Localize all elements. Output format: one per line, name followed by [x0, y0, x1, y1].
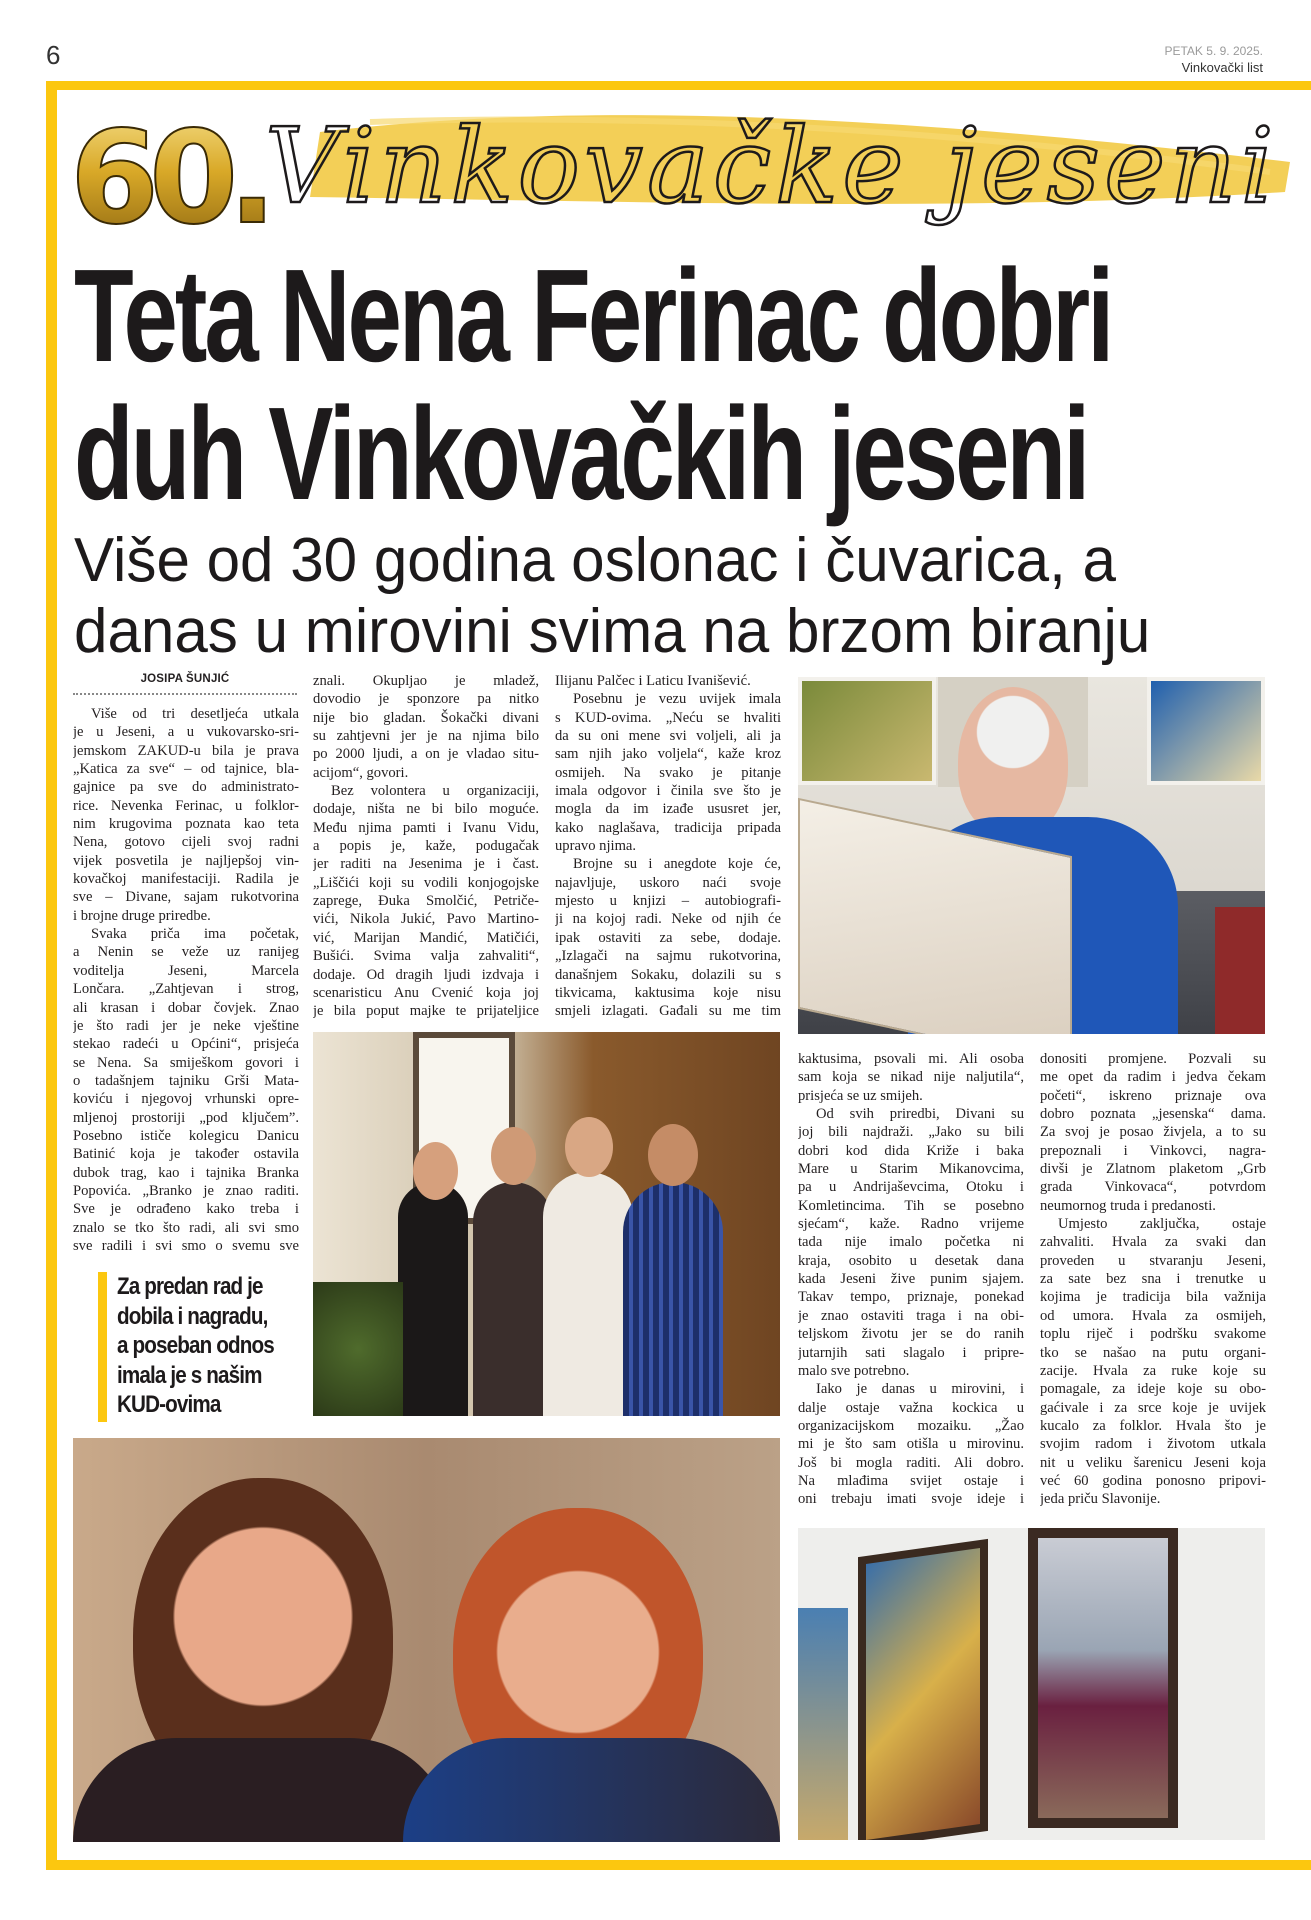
text-line: mjesto u knjizi – autobiografi-: [555, 893, 781, 910]
text-line: kraja, osobito u desetak dana: [798, 1252, 1024, 1269]
text-line: nim krugovima poznata kao teta: [73, 816, 299, 833]
text-line: neumornog truda i predanosti.: [1040, 1197, 1216, 1214]
text-line: Posebnu je vezu uvijek imala: [573, 691, 781, 708]
text-line: tko se našao na putu organi-: [1040, 1344, 1266, 1361]
text-line: Iako je danas u mirovini, i: [816, 1381, 1024, 1398]
text-line: zacije. Hvala za ruke koje su: [1040, 1362, 1266, 1379]
frame-bottom-bar: [46, 1860, 1311, 1870]
text-line: a Nenin se veže uz ranijeg: [73, 944, 299, 961]
text-line: Od svih priredbi, Divani su: [816, 1106, 1024, 1123]
text-line: donositi promjene. Pozvali su: [1040, 1051, 1266, 1067]
text-line: oni trebaju imati svoje ideje i: [798, 1491, 1024, 1508]
text-line: rice. Nevenka Ferinac, u folklor-: [73, 797, 299, 814]
text-line: kovačkoj manifestaciji. Radila je: [73, 871, 299, 888]
text-line: vići, Nikola Jukić, Pavo Martino-: [313, 911, 539, 928]
text-line: ali krasan i dobar čovjek. Znao: [73, 999, 299, 1016]
text-line: proveden u stvaranju Jeseni,: [1040, 1252, 1266, 1269]
text-line: „Izlagači na sajmu rukotvorina,: [555, 948, 781, 965]
text-line: Takav tempo, priznaje, ponekad: [798, 1289, 1024, 1306]
text-line: Svaka priča ima početak,: [91, 926, 299, 943]
paragraph: [73, 705, 299, 925]
text-line: divši je Zlatnom plaketom „Grb: [1040, 1161, 1266, 1178]
text-line: se Nena. Sa smiješkom govori i: [73, 1054, 299, 1071]
text-line: jeda priču Slavonije.: [1040, 1491, 1161, 1508]
subheadline-line-2: danas u mirovini svima na brzom biranju: [74, 597, 1151, 666]
publication-name: Vinkovački list: [1181, 60, 1263, 75]
frame-top-bar: [46, 81, 1311, 90]
text-line: kako naglašava, tradicija pripada: [555, 819, 781, 836]
byline-divider: [73, 693, 297, 695]
text-line: ipak ostaviti za sebe, dodaje.: [555, 929, 781, 946]
text-line: već 60 godina ponosno pripovi-: [1040, 1472, 1266, 1489]
text-line: mi je što sam otišla u mirovinu.: [798, 1436, 1024, 1453]
photo-vintage-group: [313, 1032, 780, 1416]
paragraph: [1040, 1215, 1266, 1509]
text-line: dobri kod dida Križe i baka: [798, 1142, 1024, 1159]
text-line: koviću i njegovoj vrhunski opre-: [73, 1091, 299, 1108]
text-line: voditelja Jeseni, Marcela: [73, 962, 299, 979]
text-line: od umora. Hvala za osmijeh,: [1040, 1307, 1266, 1324]
text-line: „Liščići koji su vodili konjogojske: [313, 874, 539, 891]
text-line: sjećam“, kaže. Radno vrijeme: [798, 1216, 1024, 1233]
text-line: dubok trag, kao i tajnika Branka: [73, 1164, 299, 1181]
text-line: dodaje, ništa ne bi bilo moguće.: [313, 801, 539, 818]
paragraph: [798, 1380, 1024, 1508]
text-line: je što radi jer je neke vještine: [73, 1017, 299, 1034]
text-line: za sate bez sna i trenutke u: [1040, 1271, 1266, 1288]
frame-left-bar: [46, 81, 57, 1870]
text-line: nit u veliku šarenicu Jeseni koja: [1040, 1454, 1266, 1471]
text-line: je znao ostaviti traga i na obi-: [798, 1307, 1024, 1324]
text-line: jer raditi na Jesenima je i čast.: [313, 856, 539, 873]
paragraph: [555, 855, 781, 1020]
text-line: Na mlađima svijet ostaje i: [798, 1472, 1024, 1489]
text-line: tada nije imalo početka ni: [798, 1234, 1024, 1251]
text-line: znali. Okupljao je mladež,: [313, 673, 539, 689]
text-line: po 2000 ljudi, a on je vladao situ-: [313, 746, 539, 763]
text-line: a popis je, kaže, podugačak: [313, 838, 539, 855]
text-line: zaprege, Đuka Smolčić, Petriče-: [313, 893, 539, 910]
text-line: kada Jeseni žive punim sjajem.: [798, 1271, 1024, 1288]
text-line: organizacijskom mozaiku. „Žao: [798, 1417, 1024, 1434]
text-line: Posebno ističe kolegicu Danicu: [73, 1127, 299, 1144]
text-line: Nena, gotovo cijeli svoj radni: [73, 834, 299, 851]
pull-quote-line: imala je s našim: [117, 1361, 262, 1389]
text-line: tikvicama, kaktusima koje nisu: [555, 984, 781, 1001]
text-line: imala odgovor i činila sve što je: [555, 783, 781, 800]
paragraph: [73, 925, 299, 1255]
text-line: gaćivale i za srce koje je uvijek: [1040, 1399, 1266, 1416]
text-column-2: [313, 672, 539, 1021]
byline: JOSIPA ŠUNJIĆ: [140, 673, 230, 685]
paragraph: [1040, 1050, 1266, 1215]
text-line: vijek posvetila je najljepšoj vin-: [73, 852, 299, 869]
text-line: s KUD-ovima. „Neću se hvaliti: [555, 709, 781, 726]
text-line: vić, Marijan Mandić, Matičići,: [313, 929, 539, 946]
logo-script-text: Vinkovačke jeseni: [265, 105, 1278, 227]
text-line: stekao radeći u Općini“, prisjeća: [73, 1036, 299, 1053]
text-line: današnjem Sokaku, dolazili su s: [555, 966, 781, 983]
text-line: ji na kojoj radi. Neke od njih će: [555, 911, 781, 928]
vinkovacke-jeseni-logo: [70, 92, 1300, 257]
issue-date: PETAK 5. 9. 2025.: [1164, 44, 1263, 58]
text-line: teljskom životu jer se do ranih: [798, 1326, 1024, 1343]
text-line: znalo se tko što radi, ali svi smo: [73, 1219, 299, 1236]
text-column-4: [798, 1050, 1024, 1509]
paragraph: [798, 1050, 1024, 1105]
text-line: dobro poznata „jesenska“ dama.: [1040, 1106, 1266, 1123]
text-line: toplu riječ i podršku svakome: [1040, 1326, 1266, 1343]
text-line: acijom“, govori.: [313, 764, 409, 781]
text-line: „Katica za sve“ – od tajnice, bla-: [73, 761, 299, 778]
text-line: najavljuje, uskoro naći svoje: [555, 874, 781, 891]
text-line: scenaristicu Anu Cvenić koja joj: [313, 984, 539, 1001]
text-line: Popovića. „Branko je znao raditi.: [73, 1182, 299, 1199]
text-line: dalje ostaje važna kockica u: [798, 1399, 1024, 1416]
paragraph: [313, 672, 539, 782]
text-line: dodaje. Od dragih ljudi izdvaja i: [313, 966, 539, 983]
pull-quote-line: KUD-ovima: [117, 1391, 221, 1418]
text-line: zahvaliti. Hvala za svaki dan: [1040, 1234, 1266, 1251]
text-line: malo sve potrebno.: [798, 1362, 910, 1379]
text-line: sve radili i svi smo o svemu sve: [73, 1237, 299, 1254]
photo-two-women: [73, 1438, 780, 1842]
text-line: Za svoj je posao živjela, a to su: [1040, 1124, 1266, 1141]
paragraph: [555, 672, 781, 690]
text-line: Bušići. Svima valja zahvaliti“,: [313, 948, 539, 965]
text-line: sam njih jako voljela“, kaže kroz: [555, 746, 781, 763]
text-line: sam koja se nikad nije naljutila“,: [798, 1069, 1024, 1086]
photo-paintings: [798, 1528, 1265, 1840]
text-line: Bez volontera u organizaciji,: [331, 783, 539, 800]
headline-line-1: Teta Nena Ferinac dobri: [74, 242, 1112, 389]
logo-number: 60.: [70, 104, 267, 253]
text-line: pa u Andrijaševcima, Otoku i: [798, 1179, 1024, 1196]
text-line: jutarnjih sati slagalo i pripre-: [798, 1344, 1024, 1361]
text-line: gajnice pa sve do administrato-: [73, 779, 299, 796]
photo-nena-with-plaque: [798, 677, 1265, 1034]
text-column-1: [73, 705, 299, 1255]
pull-quote-line: dobila i nagradu,: [117, 1302, 268, 1330]
text-line: mljenoj prostoriji „pod ključem”.: [73, 1109, 299, 1126]
text-line: je bila poput majke te prijateljice: [313, 1003, 539, 1020]
text-line: početi“, iskreno priznaje ova: [1040, 1087, 1266, 1104]
text-line: upravo njima.: [555, 838, 637, 855]
text-line: osmijeh. Na svako je pitanje: [555, 764, 781, 781]
text-line: prepoznali i Vinkovci, nagra-: [1040, 1142, 1266, 1159]
text-line: dovodio je sponzore pa nitko: [313, 691, 539, 708]
text-line: prisjeća se uz smijeh.: [798, 1087, 923, 1104]
text-line: mogla da im izađe ususret jer,: [555, 801, 781, 818]
text-line: i brojne druge priredbe.: [73, 907, 211, 924]
text-line: me opet da radim i jedva čekam: [1040, 1069, 1266, 1086]
subheadline-line-1: Više od 30 godina oslonac i čuvarica, a: [74, 526, 1117, 595]
text-line: kaktusima, psovali mi. Ali osoba: [798, 1051, 1024, 1067]
text-line: su zahtjevni jer je na njima bilo: [313, 728, 539, 745]
text-line: Lončara. „Zahtjevan i strog,: [73, 981, 299, 998]
paragraph: [798, 1105, 1024, 1380]
text-line: jemskom ZAKUD-u bila je prava: [73, 742, 299, 759]
headline-line-2: duh Vinkovačkih jeseni: [74, 380, 1088, 527]
paragraph: [555, 690, 781, 855]
text-line: Više od tri desetljeća utkala: [91, 706, 299, 722]
text-line: Među njima pamti i Ivanu Vidu,: [313, 819, 539, 836]
text-line: je u Jeseni, a u vukovarsko-sri-: [73, 724, 299, 741]
text-line: da su oni mene svi voljeli, ali ja: [555, 728, 781, 745]
text-line: Umjesto zaključka, ostaje: [1058, 1216, 1266, 1233]
paragraph: [313, 782, 539, 1020]
text-line: pomagale, za ideje koje su obo-: [1040, 1381, 1266, 1398]
page-number: 6: [46, 40, 61, 70]
text-line: svojim radom i životom utkala: [1040, 1436, 1266, 1453]
text-line: Još bi mogla raditi. Ali dobro.: [798, 1454, 1024, 1471]
pull-quote-line: a poseban odnos: [117, 1332, 274, 1359]
text-line: kucalo za folklor. Hvala što je: [1040, 1417, 1266, 1434]
text-line: o tadašnjem tajniku Grši Mata-: [73, 1072, 299, 1089]
text-line: Brojne su i anegdote koje će,: [573, 856, 781, 873]
text-line: kojima je tradicija bila važnija: [1040, 1289, 1266, 1306]
text-line: Ilijanu Palčec i Laticu Ivanišević.: [555, 673, 751, 689]
pull-quote-line: Za predan rad je: [117, 1273, 263, 1300]
text-line: sve – Divane, sajam rukotvorina: [73, 889, 299, 906]
text-line: nije bio gladan. Šokački divani: [313, 709, 539, 726]
text-line: Mare u Starim Mikanovcima,: [798, 1161, 1024, 1178]
text-line: smjeli izlagati. Gađali su me tim: [555, 1003, 781, 1020]
text-line: grada Vinkovaca“, potvrdom: [1040, 1179, 1266, 1196]
text-line: Batinić koja je također ostavila: [73, 1146, 299, 1163]
text-line: Komletincima. Tih se posebno: [798, 1197, 1024, 1214]
text-line: joj bili najdraži. „Jako su bili: [798, 1124, 1024, 1141]
text-line: Sve je odrađeno kako treba i: [73, 1201, 299, 1218]
pull-quote: [98, 1272, 308, 1422]
text-column-3: [555, 672, 781, 1021]
text-column-5: [1040, 1050, 1266, 1509]
